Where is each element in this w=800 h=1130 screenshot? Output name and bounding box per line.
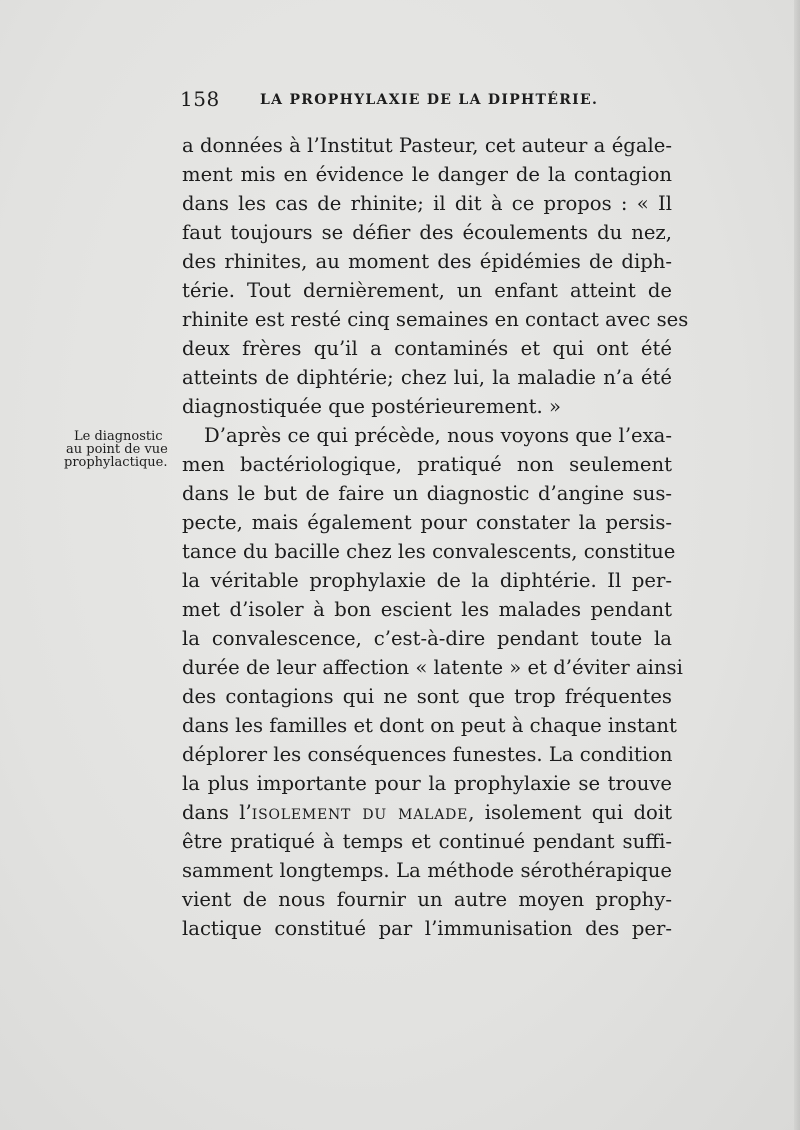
- text-line: la plus importante pour la prophylaxie se trouve: [182, 772, 672, 795]
- text-line: durée de leur affection « latente » et d’éviter ainsi: [182, 656, 683, 679]
- text-line: dans les cas de rhinite; il dit à ce propos : « Il: [182, 192, 672, 215]
- text-segment: , isolement qui doit: [468, 801, 672, 824]
- text-line: déplorer les conséquences funestes. La condition: [182, 743, 673, 766]
- margin-note: [64, 430, 182, 469]
- text-line: dans les familles et dont on peut à chaque instant: [182, 714, 677, 737]
- text-line: a données à l’Institut Pasteur, cet auteur a égale-: [182, 134, 672, 157]
- text-line: dans le but de faire un diagnostic d’angine sus-: [182, 482, 672, 505]
- paragraph-start-line: D’après ce qui précède, nous voyons que l’exa-: [204, 424, 672, 447]
- running-title: LA PROPHYLAXIE DE LA DIPHTÉRIE.: [260, 92, 599, 108]
- text-line: samment longtemps. La méthode sérothérapique: [182, 859, 672, 882]
- margin-note-line: au point de vue: [66, 442, 168, 457]
- text-line: rhinite est resté cinq semaines en contact avec ses: [182, 308, 689, 331]
- margin-note-line: prophylactique.: [64, 455, 168, 470]
- text-line: atteints de diphtérie; chez lui, la maladie n’a été: [182, 366, 672, 389]
- text-line: des rhinites, au moment des épidémies de diph-: [182, 250, 672, 273]
- page-edge: [794, 0, 800, 1130]
- text-line: ment mis en évidence le danger de la contagion: [182, 163, 672, 186]
- text-line: térie. Tout dernièrement, un enfant atteint de: [182, 279, 672, 302]
- text-line: faut toujours se défier des écoulements du nez,: [182, 221, 672, 244]
- text-line-smallcaps: [182, 798, 672, 827]
- text-line: pecte, mais également pour constater la persis-: [182, 511, 672, 534]
- text-line: met d’isoler à bon escient les malades pendant: [182, 598, 672, 621]
- text-line: deux frères qu’il a contaminés et qui ont été: [182, 337, 672, 360]
- text-line: diagnostiquée que postérieurement. »: [182, 395, 561, 418]
- text-line: être pratiqué à temps et continué pendant suffi-: [182, 830, 672, 853]
- page-number: 158: [180, 87, 220, 111]
- text-line: des contagions qui ne sont que trop fréquentes: [182, 685, 672, 708]
- text-segment: dans l’: [182, 801, 252, 824]
- smallcaps-emphasis: isolement du malade: [251, 801, 469, 824]
- text-line: men bactériologique, pratiqué non seulement: [182, 453, 672, 476]
- text-line: lactique constitué par l’immunisation des per-: [182, 917, 672, 940]
- text-line: vient de nous fournir un autre moyen prophy-: [182, 888, 672, 911]
- text-line: la véritable prophylaxie de la diphtérie. Il per-: [182, 569, 672, 592]
- text-line: la convalescence, c’est-à-dire pendant toute la: [182, 627, 672, 650]
- margin-note-line: Le diagnostic: [74, 429, 163, 444]
- text-line: tance du bacille chez les convalescents, constitue: [182, 540, 676, 563]
- running-header: [180, 87, 680, 115]
- body-text: [182, 131, 689, 943]
